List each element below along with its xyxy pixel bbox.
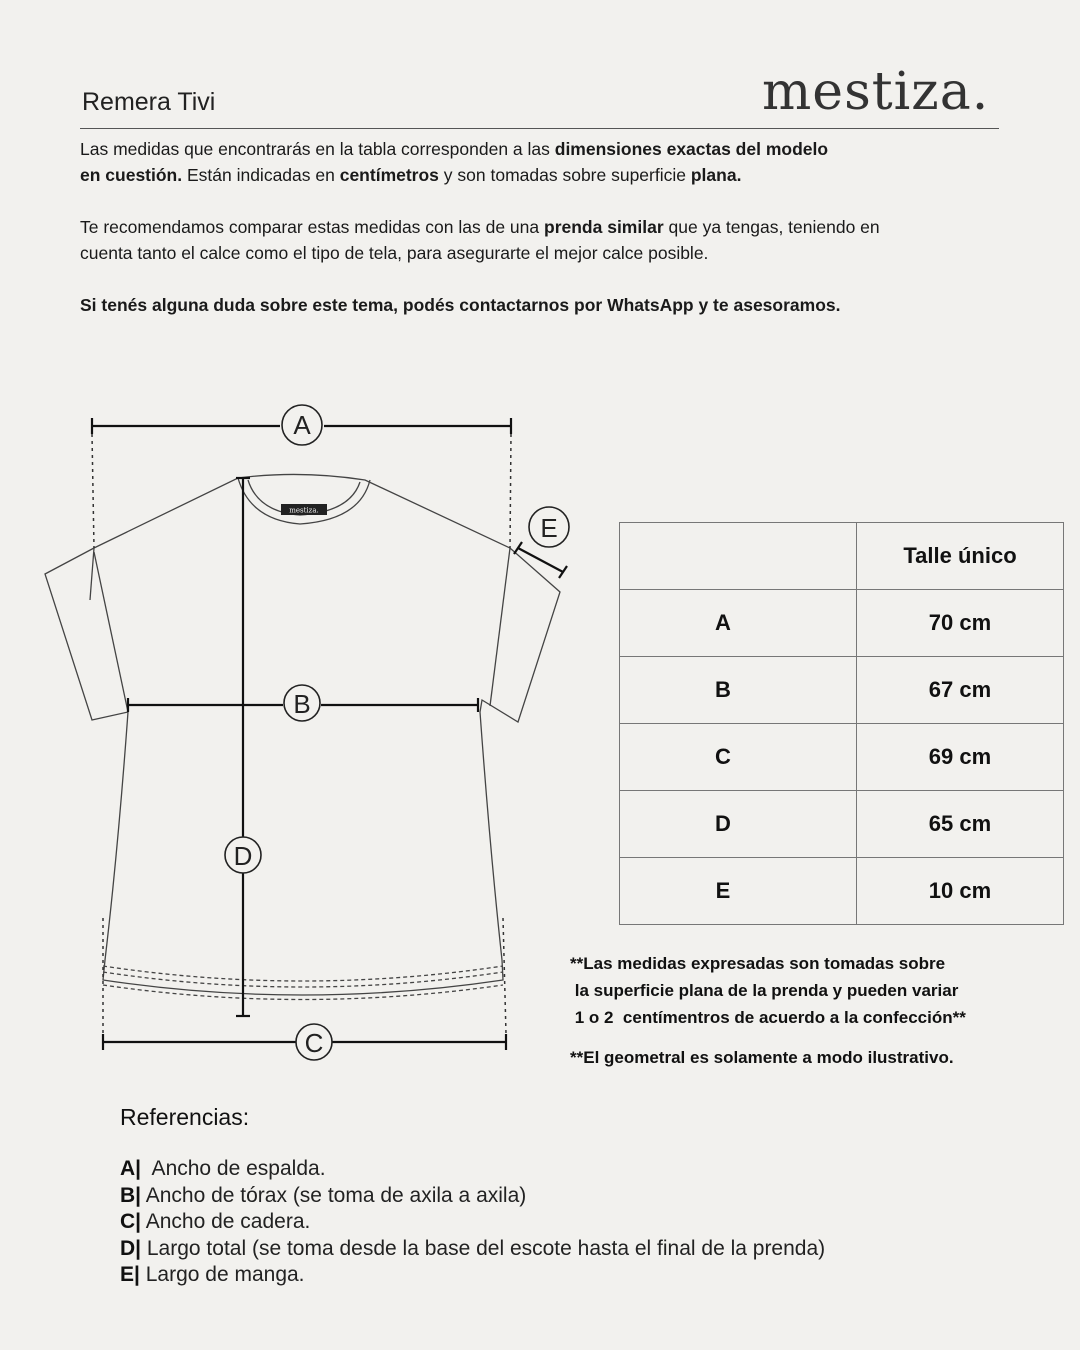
brand-logo: mestiza.: [762, 62, 990, 122]
text-run: que ya tengas, teniendo en: [663, 217, 880, 237]
text-run: cuenta tanto el calce como el tipo de tela, para asegurarte el mejor calce posible.: [80, 243, 709, 263]
reference-item: [120, 1183, 825, 1210]
table-row: [620, 657, 1064, 724]
text-run: Están indicadas en: [182, 165, 340, 185]
bold-text: prenda similar: [544, 217, 664, 237]
measure-e-line: [518, 548, 563, 572]
references-list: [120, 1156, 825, 1289]
intro-paragraph-1: [80, 136, 1000, 188]
neck-label-text: mestiza.: [289, 506, 319, 515]
marker-b-label: B: [293, 689, 311, 719]
marker-e-label: E: [540, 513, 558, 543]
bold-text: en cuestión.: [80, 165, 183, 185]
header-divider: [80, 128, 999, 129]
reference-text: Ancho de tórax (se toma de axila a axila): [141, 1183, 527, 1207]
marker-a-label: A: [293, 410, 311, 440]
reference-letter: A|: [120, 1157, 142, 1180]
reference-item: [120, 1209, 825, 1236]
row-label: C: [620, 724, 857, 791]
table-row: [620, 858, 1064, 925]
intro-paragraph-2: [80, 214, 1000, 266]
size-table-header: [620, 523, 1064, 590]
reference-text: Ancho de espalda.: [141, 1157, 326, 1180]
row-label: A: [620, 590, 857, 657]
reference-text: Ancho de cadera.: [141, 1210, 311, 1233]
reference-text: Largo total (se toma desde la base del escote hasta el final de la prenda): [141, 1236, 826, 1260]
reference-item: [120, 1262, 825, 1289]
table-row: [620, 724, 1064, 791]
references-title: Referencias:: [120, 1104, 250, 1130]
bold-text: plana.: [690, 165, 742, 185]
row-value: 65 cm: [857, 791, 1064, 858]
row-value: 69 cm: [857, 724, 1064, 791]
marker-d-label: D: [233, 841, 253, 871]
row-value: 70 cm: [857, 590, 1064, 657]
reference-letter: E|: [120, 1263, 140, 1286]
row-label: B: [620, 657, 857, 724]
reference-letter: C|: [120, 1210, 142, 1233]
intro-paragraph-3: Si tenés alguna duda sobre este tema, podés contactarnos por WhatsApp y te asesoramos.: [80, 295, 841, 315]
reference-letter: B|: [120, 1183, 142, 1207]
table-row: [620, 590, 1064, 657]
marker-c-label: C: [304, 1028, 324, 1058]
illustration-note: **El geometral es solamente a modo ilustrativo.: [570, 1048, 954, 1067]
reference-item: [120, 1156, 825, 1183]
row-value: 67 cm: [857, 657, 1064, 724]
row-label: D: [620, 791, 857, 858]
bold-text: centímetros: [339, 165, 439, 185]
text-run: Te recomendamos comparar estas medidas con las de una: [80, 217, 544, 237]
reference-item: [120, 1236, 825, 1263]
measurement-note: **Las medidas expresadas son tomadas sobre la superficie plana de la prenda y pueden variar 1 o 2 centímentros de acuerdo a la confección**: [570, 954, 966, 1027]
table-row: [620, 791, 1064, 858]
row-value: 10 cm: [857, 858, 1064, 925]
reference-letter: D|: [120, 1236, 142, 1260]
text-run: y son tomadas sobre superficie: [438, 165, 691, 185]
reference-text: Largo de manga.: [139, 1263, 305, 1286]
header-cell-empty: [620, 523, 857, 590]
tshirt-outline: [45, 474, 560, 995]
text-run: Las medidas que encontrarás en la tabla corresponden a las: [80, 139, 555, 159]
header-cell-size: Talle único: [857, 523, 1064, 590]
page-title: Remera Tivi: [82, 88, 216, 116]
bold-text: dimensiones exactas del modelo: [554, 139, 829, 159]
size-table: [619, 522, 1064, 925]
row-label: E: [620, 858, 857, 925]
tshirt-diagram: [0, 380, 600, 1080]
